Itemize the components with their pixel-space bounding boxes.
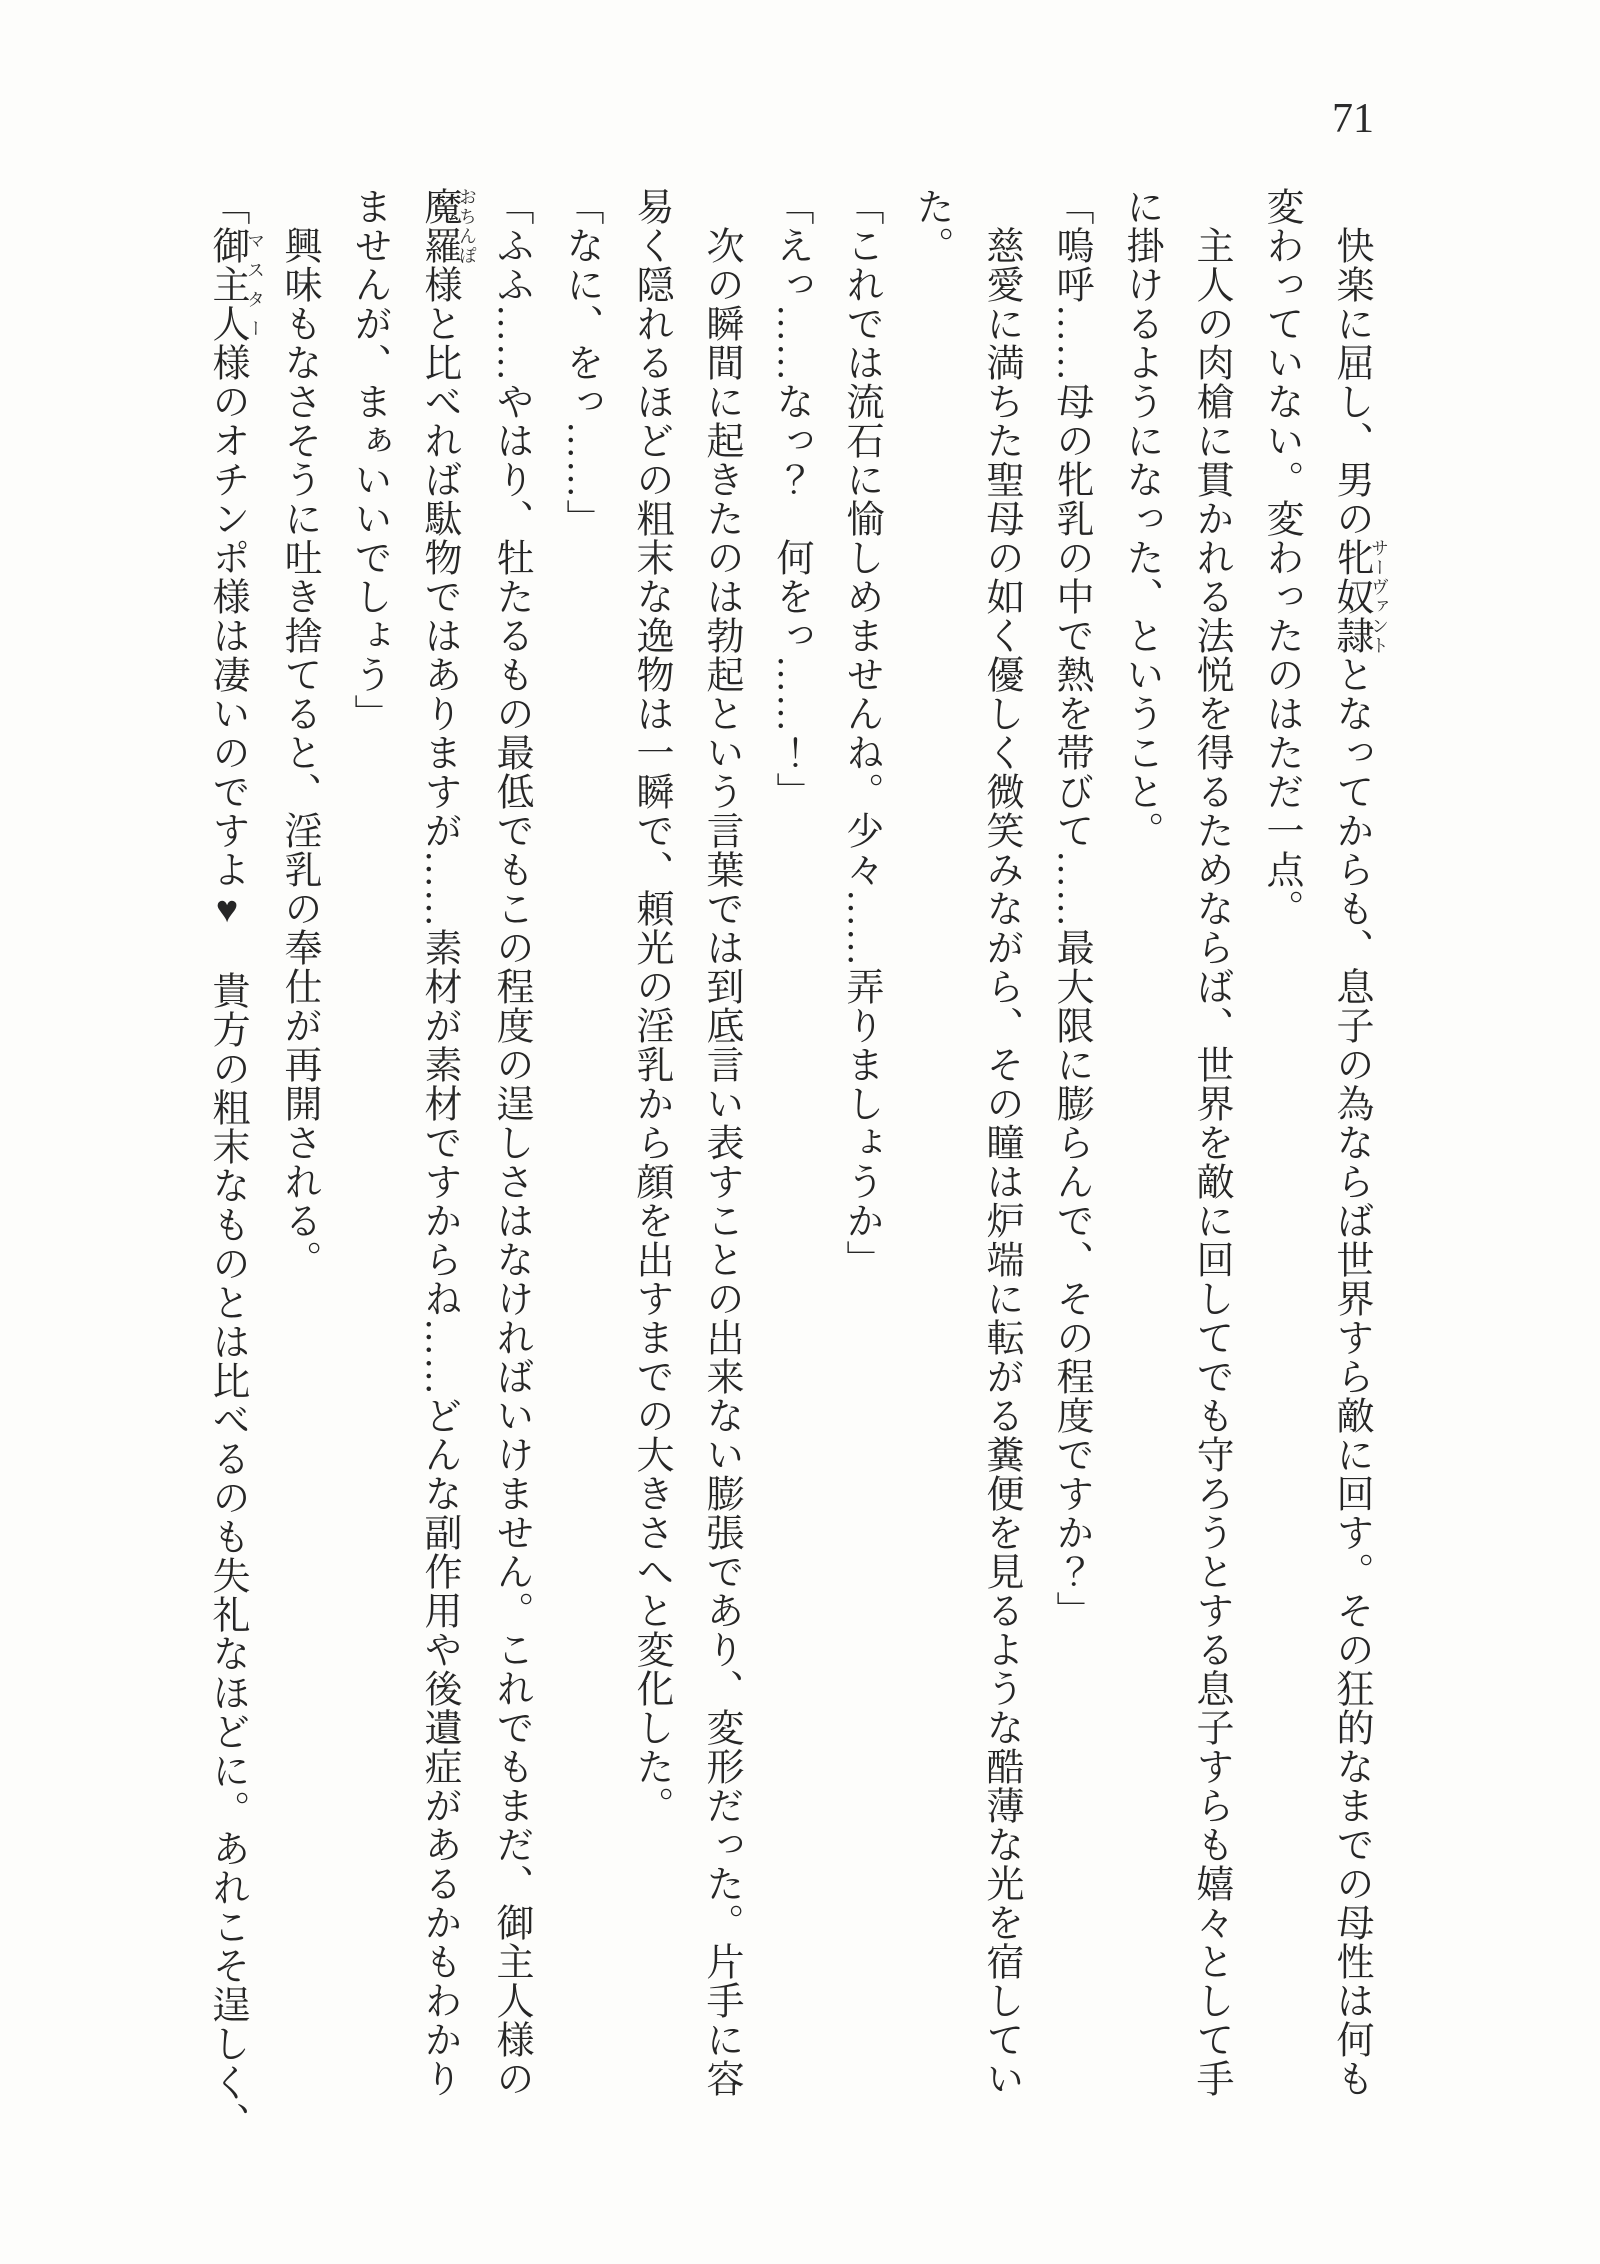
text-run: 「これでは流石に愉しめませんね。少々……弄りましょうか」: [840, 187, 882, 1279]
text-column-15: [334, 187, 404, 2147]
text-column-13: [476, 187, 546, 2147]
text-run: 慈愛に満ちた聖母の如く優しく微笑みながら、その瞳は炉端に転がる糞便を見るような酷薄な光を宿してい: [980, 226, 1022, 2098]
text-run: 様のオチンポ様は凄いのですよ♥ 貴方の粗末なものとは比べるのも失礼なほどに。あれこそ逞しく、: [206, 343, 248, 2141]
text-run: た。: [910, 187, 952, 265]
text-column-12: [546, 187, 616, 2147]
text-column-9: [756, 187, 826, 2147]
furigana: サーヴァント: [1369, 538, 1389, 655]
text-column-2: [1246, 187, 1316, 2147]
text-run: 主人の肉槍に貫かれる法悦を得るためならば、世界を敵に回してでも守ろうとする息子すらも嬉々として手: [1190, 226, 1232, 2098]
text-run: 「えっ……なっ？ 何をっ……！」: [770, 187, 812, 811]
text-column-6: [966, 187, 1036, 2147]
text-run: 「ふふ……やはり、牡たるもの最低でもこの程度の逞しさはなければいけません。これでもまだ、御主人様の: [490, 187, 532, 2098]
text-run: 次の瞬間に起きたのは勃起という言葉では到底言い表すことの出来ない膨張であり、変形だった。片手に容: [700, 226, 742, 2098]
text-run: 「嗚呼……母の牝乳の中で熱を帯びて……最大限に膨らんで、その程度ですか？」: [1050, 187, 1092, 1630]
text-column-11: [616, 187, 686, 2147]
text-run: 易く隠れるほどの粗末な逸物は一瞬で、頼光の淫乳から顔を出すまでの大きさへと変化した。: [630, 187, 672, 1825]
text-run: 快楽に屈し、男の: [1330, 226, 1372, 538]
text-column-4: [1106, 187, 1176, 2147]
text-run: 様と比べれば駄物ではありますが……素材が素材ですからね……どんな副作用や後遺症があるかもわかり: [418, 265, 460, 2098]
text-column-17: [192, 187, 264, 2147]
furigana: おちんぽ: [457, 187, 477, 265]
ruby-annotated-word: 魔羅おちんぽ: [418, 187, 477, 265]
text-column-14: [404, 187, 476, 2147]
page-number: 71: [1332, 96, 1374, 142]
text-column-3: [1176, 187, 1246, 2147]
text-run: に掛けるようになった、ということ。: [1120, 187, 1162, 850]
text-column-10: [686, 187, 756, 2147]
text-column-7: [896, 187, 966, 2147]
text-run: 「なに、をっ……」: [560, 187, 602, 538]
text-column-1: [1316, 187, 1388, 2147]
text-run: 変わっていない。変わったのはただ一点。: [1260, 187, 1302, 928]
page-text-area: [58, 187, 1388, 2147]
text-column-16: [264, 187, 334, 2147]
text-run: ませんが、まぁいいでしょう」: [348, 187, 390, 733]
text-run: となってからも、息子の為ならば世界すら敵に回す。その狂的なまでの母性は何も: [1330, 655, 1372, 2098]
furigana: マスター: [245, 226, 265, 343]
ruby-annotated-word: 牝奴隷サーヴァント: [1330, 538, 1389, 655]
text-run: 「: [206, 187, 248, 226]
text-run: 興味もなさそうに吐き捨てると、淫乳の奉仕が再開される。: [278, 226, 320, 1279]
text-column-8: [826, 187, 896, 2147]
ruby-annotated-word: 御主人マスター: [206, 226, 265, 343]
text-column-5: [1036, 187, 1106, 2147]
